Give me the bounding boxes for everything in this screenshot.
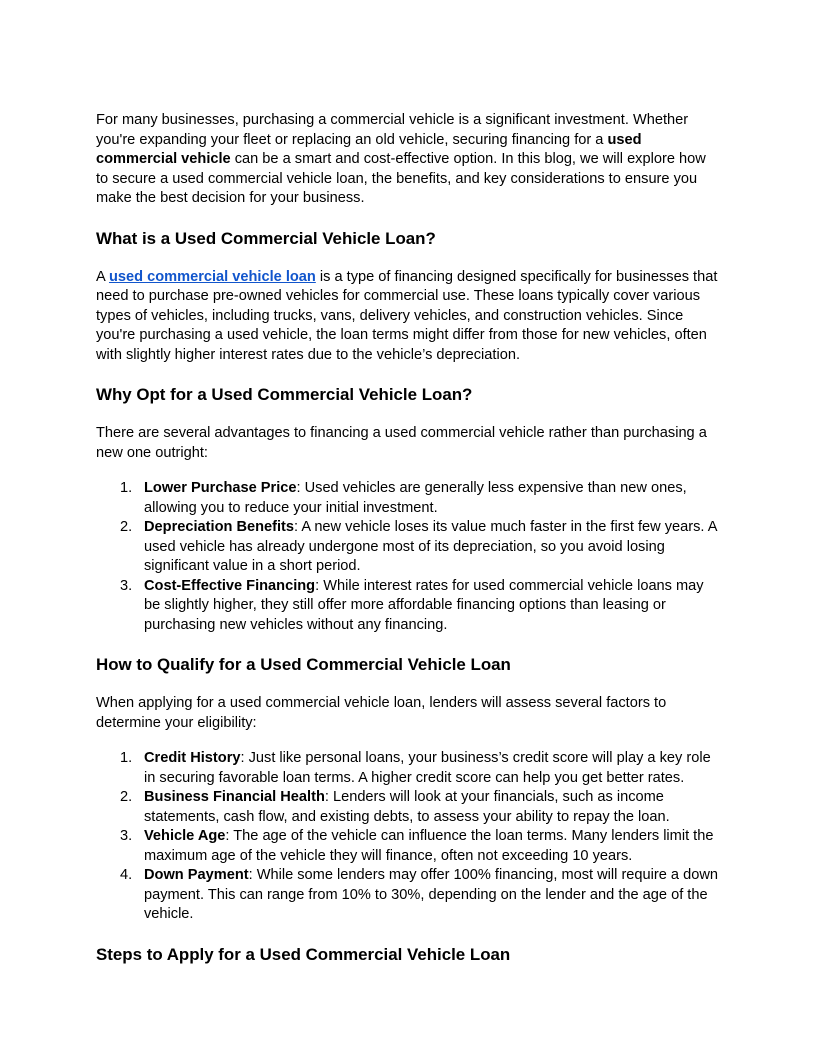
intro-bold-term: used commercial vehicle xyxy=(96,131,642,167)
list-item-title: Depreciation Benefits xyxy=(144,519,295,535)
list-number: 1. xyxy=(120,480,133,496)
section-heading-why-opt: Why Opt for a Used Commercial Vehicle Loan? xyxy=(96,385,473,404)
list-item-text: : While interest rates for used commercial vehicle loans may be slightly higher, they still offer more affordable financing options than leasing or purchasing new vehicles without any financing. xyxy=(144,577,704,633)
list-item xyxy=(96,577,720,636)
used-commercial-vehicle-loan-link[interactable]: used commercial vehicle loan xyxy=(108,268,316,285)
list-item-title: Lower Purchase Price xyxy=(144,480,297,496)
list-number: 2. xyxy=(120,519,133,535)
intro-paragraph xyxy=(96,111,720,209)
list-item xyxy=(96,479,720,518)
list-item-title: Business Financial Health xyxy=(144,789,325,805)
document-page xyxy=(96,111,720,984)
list-item-title: Cost-Effective Financing xyxy=(144,577,316,594)
list-item-text: : Just like personal loans, your business’s credit score will play a key role in securing favorable loan terms. A higher credit score can help you get better rates. xyxy=(144,750,711,786)
definition-text: is a type of financing designed specifically for businesses that need to purchase pre-owned vehicles for commercial use. These loans typically cover various types of vehicles, including trucks, vans, delivery vehicles, and construction vehicles. Since you're purchasing a used vehicle, the loan terms might differ from those for new vehicles, often with slightly higher interest rates due to the vehicle’s depreciation. xyxy=(96,268,718,363)
eligibility-intro: When applying for a used commercial vehicle loan, lenders will assess several factors to determine your eligibility: xyxy=(96,695,667,731)
list-item-title: Down Payment xyxy=(144,867,249,883)
list-item xyxy=(96,827,720,866)
list-item xyxy=(96,788,720,827)
intro-text-continued: can be a smart and cost-effective option. In this blog, we will explore how to secure a used commercial vehicle loan, the benefits, and key considerations to ensure you make the best decision for your business. xyxy=(96,151,706,206)
list-item xyxy=(96,749,720,788)
list-item-title: Vehicle Age xyxy=(144,828,226,844)
intro-text: For many businesses, purchasing a commercial vehicle is a significant investment. Whether you're expanding your fleet or replacing an old vehicle, securing financing for a xyxy=(96,112,689,148)
list-item-text: : Used vehicles are generally less expensive than new ones, allowing you to reduce your initial investment. xyxy=(144,480,687,516)
eligibility-list xyxy=(96,749,720,925)
advantages-intro: There are several advantages to financing a used commercial vehicle rather than purchasing a new one outright: xyxy=(96,425,707,461)
list-item xyxy=(96,866,720,925)
list-item-text: : The age of the vehicle can influence the loan terms. Many lenders limit the maximum age of the vehicle they will finance, often not exceeding 10 years. xyxy=(144,828,714,864)
section-heading-how-to-qualify: How to Qualify for a Used Commercial Vehicle Loan xyxy=(96,655,511,674)
list-item-text: : While some lenders may offer 100% financing, most will require a down payment. This can range from 10% to 30%, depending on the lender and the age of the vehicle. xyxy=(144,867,718,922)
list-number: 3. xyxy=(120,828,133,844)
list-number: 3. xyxy=(120,577,133,594)
list-item-text: : Lenders will look at your financials, such as income statements, cash flow, and existing debts, to assess your ability to repay the loan. xyxy=(144,789,670,825)
section-heading-what-is: What is a Used Commercial Vehicle Loan? xyxy=(96,228,436,248)
list-number: 4. xyxy=(120,867,133,883)
section-heading-steps-to-apply: Steps to Apply for a Used Commercial Vehicle Loan xyxy=(96,944,511,964)
list-item-text: : A new vehicle loses its value much faster in the first few years. A used vehicle has already undergone most of its depreciation, so you avoid losing significant value in a short period. xyxy=(144,519,717,574)
list-item xyxy=(96,518,720,577)
list-number: 1. xyxy=(120,750,133,766)
list-item-title: Credit History xyxy=(144,750,241,766)
advantages-list xyxy=(96,479,720,635)
list-number: 2. xyxy=(120,789,133,805)
definition-prefix: A xyxy=(96,268,109,285)
definition-paragraph xyxy=(96,268,720,366)
